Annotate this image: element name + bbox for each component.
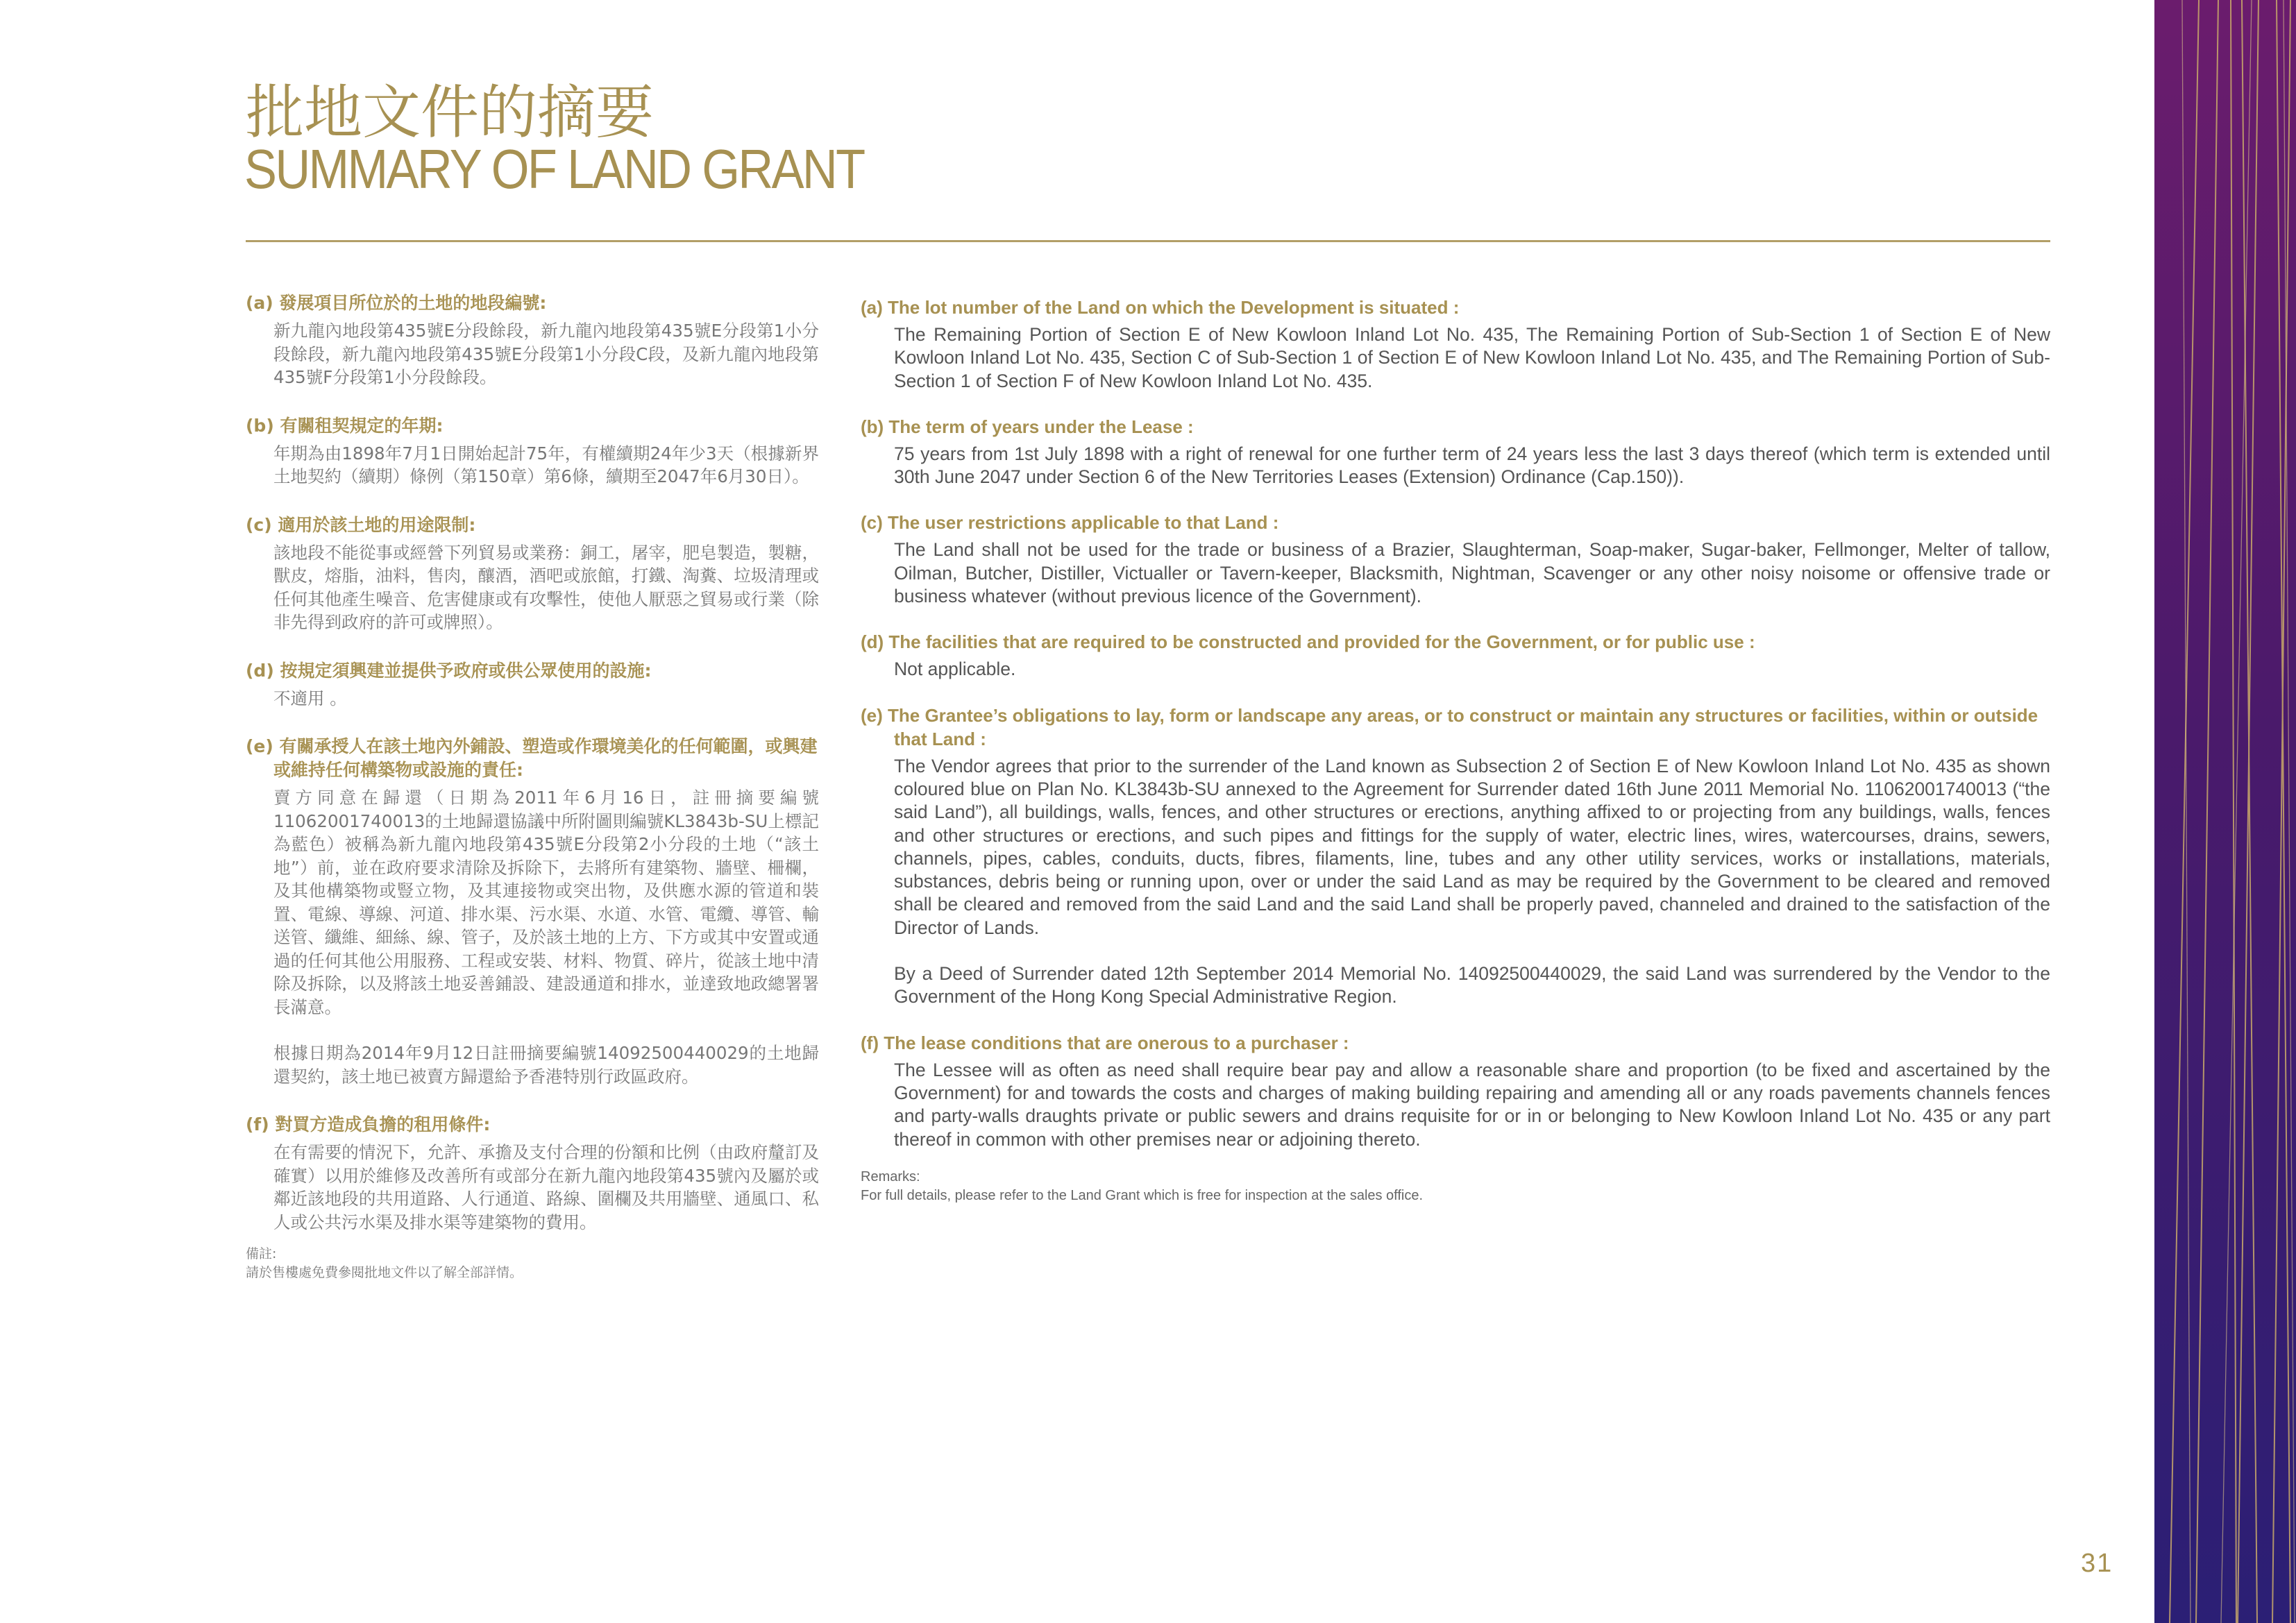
section-heading: (f) 對買方造成負擔的租用條件: xyxy=(246,1114,491,1135)
section-heading: (d) 按規定須興建並提供予政府或供公眾使用的設施: xyxy=(246,660,652,681)
section-paragraph: 該地段不能從事或經營下列貿易或業務：銅工，屠宰，肥皂製造，製糖，獸皮，熔脂，油料，售肉，釀酒，酒吧或旅館，打鐵、淘糞、垃圾清理或任何其他產生噪音、危害健康或有攻擊性，使他人厭惡之貿易或行業（除非先得到政府的許可或牌照）。 xyxy=(273,542,819,632)
page-number: 31 xyxy=(2081,1549,2113,1578)
remarks-label: Remarks: xyxy=(861,1169,920,1184)
section-paragraph: 不適用 。 xyxy=(273,688,347,708)
chinese-column xyxy=(246,291,819,1282)
section-paragraph: 年期為由1898年7月1日開始起計75年，有權續期24年少3天（根據新界土地契約（續期）條例（第150章）第6條，續期至2047年6月30日）。 xyxy=(273,443,819,486)
section-en-f xyxy=(861,1031,2050,1151)
section-paragraph: The Lessee will as often as need shall require bear pay and allow a reasonable share and proportion (to be fixed and ascertained by the Government) for and towards the costs and charges of making building repairing and amending all or any roads pavements channels fences and party-walls draughts private or public sewers and drains requisite for or in or belonging to New Kowloon Inland Lot No. 435 or any part thereof in common with other premises near or adjoining thereto. xyxy=(894,1059,2050,1150)
remarks-en xyxy=(861,1168,2050,1205)
section-paragraph: 新九龍內地段第435號E分段餘段，新九龍內地段第435號E分段第1小分段餘段，新九龍內地段第435號E分段第1小分段C段，及新九龍內地段第435號F分段第1小分段餘段。 xyxy=(273,321,819,387)
section-heading: (e) The Grantee’s obligations to lay, form or landscape any areas, or to construct or maintain any structures or facilities, within or outside that Land : xyxy=(861,704,2038,749)
section-heading: (b) The term of years under the Lease : xyxy=(861,416,1194,437)
title-divider xyxy=(246,240,2050,242)
section-paragraph: By a Deed of Surrender dated 12th September 2014 Memorial No. 14092500440029, the said Land was surrendered by the Vendor to the Government of the Hong Kong Special Administrative Region. xyxy=(894,963,2050,1008)
section-heading: (f) The lease conditions that are onerous to a purchaser : xyxy=(861,1032,1349,1053)
remarks-cn xyxy=(246,1245,819,1282)
section-heading: (d) The facilities that are required to be constructed and provided for the Government, or for public use : xyxy=(861,631,1755,653)
remarks-text: 請於售樓處免費參閱批地文件以了解全部詳情。 xyxy=(246,1265,523,1280)
section-paragraph: The Remaining Portion of Section E of New Kowloon Inland Lot No. 435, The Remaining Portion of Sub-Section 1 of Section E of New Kowloon Inland Lot No. 435, Section C of Sub-Section 1 of Section E of New Kowloon Inland Lot No. 435, and The Remaining Portion of Sub-Section 1 of Section F of New Kowloon Inland Lot No. 435. xyxy=(894,324,2050,391)
section-paragraph: 賣方同意在歸還（日期為2011年6月16日，註冊摘要編號11062001740013的土地歸還協議中所附圖則編號KL3843b-SU上標記為藍色）被稱為新九龍內地段第435號E分段第2小分段的土地（“該土地”）前，並在政府要求清除及拆除下，去將所有建築物、牆壁、柵欄，及其他構築物或豎立物，及其連接物或突出物，及供應水源的管道和裝置、電線、導線、河道、排水渠、污水渠、水道、水管、電纜、導管、輸送管、纖維、細絲、線、管子，及於該土地的上方、下方或其中安置或通過的任何其他公用服務、工程或安裝、材料、物質、碎片，從該土地中清除及拆除，以及將該土地妥善鋪設、建設通道和排水，並達致地政總署署長滿意。 xyxy=(273,788,819,1017)
page-title-chinese: 批地文件的摘要 xyxy=(246,78,655,146)
section-paragraph: The Vendor agrees that prior to the surrender of the Land known as Subsection 2 of Section E of New Kowloon Inland Lot No. 435 as shown coloured blue on Plan No. KL3843b-SU annexed to the Agreement for Surrender dated 16th June 2011 Memorial No. 11062001740013 (“the said Land”), all buildings, walls, fences, and other structures or erections, anything affixed to or projecting from any buildings, walls, fences and other structures or erections, and such pipes and fittings for the supply of water, electric lines, wires, watercourses, drains, sewers, channels, pipes, cables, conduits, ducts, fibres, filaments, line, tubes and any other utility services, works or installations, materials, substances, debris being or running upon, over or under the said Land as may be required by the Government to be cleared and removed shall be cleared and removed from the said Land and the said Land shall be properly paved, channeled and drained to the satisfaction of the Director of Lands. xyxy=(894,755,2050,938)
section-paragraph: 75 years from 1st July 1898 with a right of renewal for one further term of 24 years less the last 3 days thereof (which term is extended until 30th June 2047 under Section 6 of the New Territories Leases (Extension) Ordinance (Cap.150)). xyxy=(894,443,2050,488)
decorative-side-band xyxy=(2154,0,2296,1623)
section-cn-c xyxy=(246,513,819,634)
english-column xyxy=(861,296,2050,1205)
section-en-e xyxy=(861,704,2050,1009)
remarks-text: For full details, please refer to the Land Grant which is free for inspection at the sales office. xyxy=(861,1187,1424,1203)
section-heading: (a) The lot number of the Land on which the Development is situated : xyxy=(861,297,1460,318)
section-en-c xyxy=(861,511,2050,608)
section-paragraph: 在有需要的情況下，允許、承擔及支付合理的份額和比例（由政府釐訂及確實）以用於維修及改善所有或部分在新九龍內地段第435號內及屬於或鄰近該地段的共用道路、人行通道、路線、圍欄及共用牆壁、通風口、私人或公共污水渠及排水渠等建築物的費用。 xyxy=(273,1142,819,1232)
page-title-english: SUMMARY OF LAND GRANT xyxy=(244,138,864,200)
section-heading: (b) 有關租契規定的年期: xyxy=(246,415,444,436)
section-heading: (a) 發展項目所位於的土地的地段編號: xyxy=(246,293,547,313)
section-cn-e xyxy=(246,735,819,1088)
section-cn-f xyxy=(246,1113,819,1234)
decorative-lines-graphic xyxy=(2154,0,2296,1623)
section-en-d xyxy=(861,630,2050,681)
remarks-label: 備註: xyxy=(246,1246,277,1261)
section-cn-b xyxy=(246,414,819,488)
section-paragraph: 根據日期為2014年9月12日註冊摘要編號14092500440029的土地歸還契約，該土地已被賣方歸還給予香港特別行政區政府。 xyxy=(273,1043,819,1087)
section-paragraph: Not applicable. xyxy=(894,658,1016,680)
section-cn-a xyxy=(246,291,819,389)
section-paragraph: The Land shall not be used for the trade or business of a Brazier, Slaughterman, Soap-maker, Sugar-baker, Fellmonger, Melter of tallow, Oilman, Butcher, Distiller, Victualler or Tavern-keeper, Blacksmith, Nightman, Scavenger or any other noisy noisome or offensive trade or business whatever (without previous licence of the Government). xyxy=(894,539,2050,607)
section-cn-d xyxy=(246,659,819,711)
section-en-b xyxy=(861,415,2050,489)
section-heading: (c) 適用於該土地的用途限制: xyxy=(246,514,476,535)
section-heading: (e) 有關承授人在該土地內外鋪設、塑造或作環境美化的任何範圍，或興建或維持任何構築物或設施的責任: xyxy=(246,736,818,780)
section-heading: (c) The user restrictions applicable to that Land : xyxy=(861,512,1279,534)
section-en-a xyxy=(861,296,2050,393)
